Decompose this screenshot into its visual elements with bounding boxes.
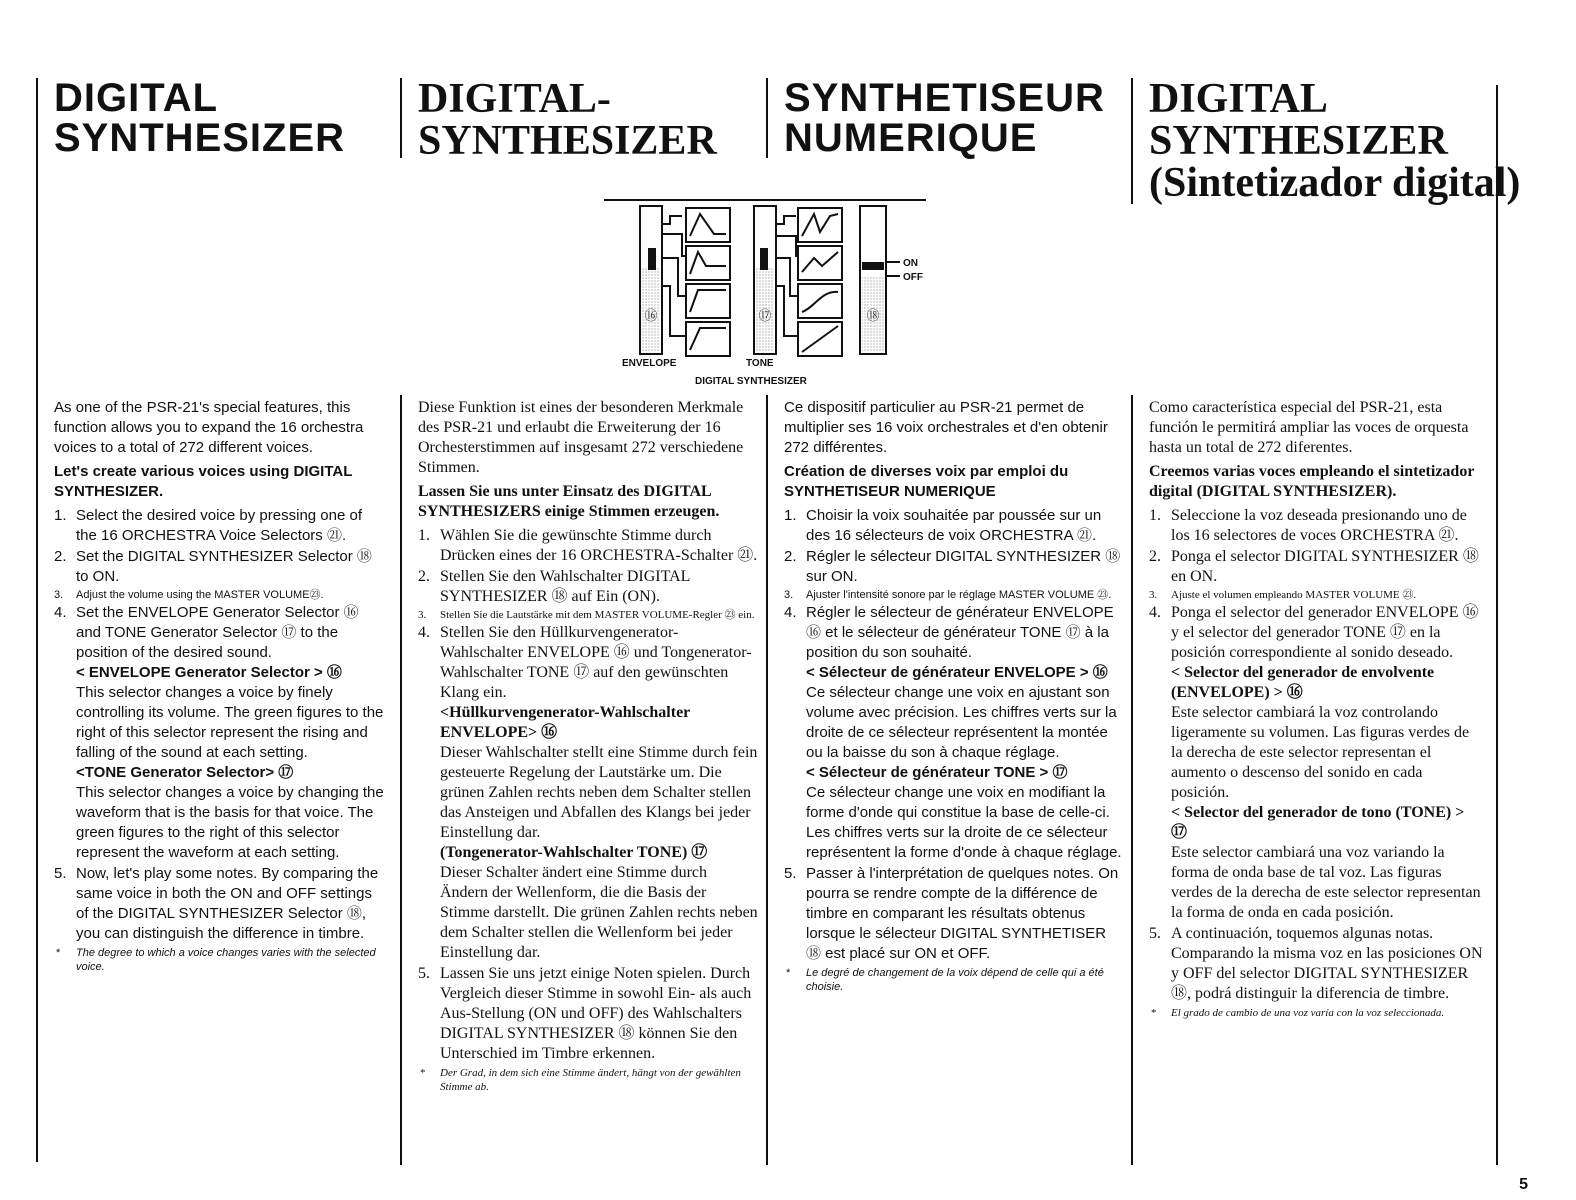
list-item: 2. Stellen Sie den Wahlschalter DIGITAL SYNTHESIZER ⑱ auf Ein (ON).	[418, 568, 690, 605]
footnote: * Der Grad, in dem sich eine Stimme ändert, hängt von der gewählten Stimme ab.	[420, 1067, 741, 1093]
column-divider	[1496, 85, 1498, 1165]
title-de: DIGITAL- SYNTHESIZER	[418, 76, 717, 164]
footnote: * Le degré de changement de la voix dépend de celle qui a été choisie.	[786, 967, 1104, 993]
subheading: < Selector del generador de envolvente (ENVELOPE) > ⑯	[1171, 664, 1435, 701]
column-de	[418, 398, 758, 1094]
step-list	[54, 506, 386, 944]
column-divider	[766, 395, 768, 1165]
on-label: ON	[903, 258, 918, 269]
list-item: 4. Ponga el selector del generador ENVELOPE ⑯ y el selector del generador TONE ⑰ en la posición correspondiente al sonido deseado. < Selector del generador de envolvente (ENVELOPE) > ⑯ Este selector cambiará la voz controlando ligeramente su volumen. Las figuras verdes de la derecha de este selector representan el aumento o descenso del sonido en cada posición. < Selector del generador de tono (TONE) > ⑰ Este selector cambiará una voz variando la forma de onda base de tal voz. Las figuras verdes de la derecha de este selector representan la forma de onda en cada posición.	[1149, 603, 1483, 923]
step-list	[418, 526, 758, 1064]
list-item: 1. Select the desired voice by pressing one of the 16 ORCHESTRA Voice Selectors ㉑.	[54, 507, 363, 544]
synthesizer-diagram	[600, 196, 940, 392]
step-list	[784, 506, 1122, 964]
section-heading: Lassen Sie uns unter Einsatz des DIGITAL SYNTHESIZERS einige Stimmen erzeugen.	[418, 483, 720, 520]
column-fr	[784, 398, 1122, 994]
diagram-caption: DIGITAL SYNTHESIZER	[695, 376, 807, 387]
page-number: 5	[1519, 1176, 1528, 1193]
subheading: < ENVELOPE Generator Selector > ⑯	[76, 664, 342, 681]
section-heading: Creemos varias voces empleando el sintetizador digital (DIGITAL SYNTHESIZER).	[1149, 463, 1475, 500]
title-fr: SYNTHETISEUR NUMERIQUE	[784, 76, 1105, 160]
subheading: (Tongenerator-Wahlschalter TONE) ⑰	[440, 844, 708, 861]
list-item: 1. Choisir la voix souhaitée par poussée sur un des 16 sélecteurs de voix ORCHESTRA ㉑.	[784, 507, 1102, 544]
footnote: * El grado de cambio de una voz varía con la voz seleccionada.	[1151, 1007, 1445, 1019]
list-item: 3. Stellen Sie die Lautstärke mit dem MASTER VOLUME-Regler ㉓ ein.	[418, 609, 755, 621]
intro-text: As one of the PSR-21's special features, this function allows you to expand the 16 orchestra voices to a total of 272 different voices.	[54, 399, 364, 456]
section-heading: Let's create various voices using DIGITAL SYNTHESIZER.	[54, 463, 353, 500]
intro-text: Ce dispositif particulier au PSR-21 permet de multiplier ses 16 voix orchestrales et d'en obtenir 272 différentes.	[784, 399, 1108, 456]
synthesizer-on-off-slider	[860, 206, 900, 354]
off-label: OFF	[903, 272, 923, 283]
tone-slider	[754, 206, 776, 354]
column-divider	[400, 395, 402, 1165]
step-list	[1149, 506, 1483, 1004]
list-item: 2. Set the DIGITAL SYNTHESIZER Selector ⑱ to ON.	[54, 548, 372, 585]
list-item: 4. Régler le sélecteur de générateur ENVELOPE ⑯ et le sélecteur de générateur TONE ⑰ à la position du son souhaité. < Sélecteur de générateur ENVELOPE > ⑯ Ce sélecteur change une voix en ajustant son volume avec précision. Les chiffres verts sur la droite de ce sélecteur représentent la montée ou la baisse du son à chaque réglage. < Sélecteur de générateur TONE > ⑰ Ce sélecteur change une voix en modifiant la forme d'onde qui constitue la base de celle-ci. Les chiffres verts sur la droite de ce sélecteur représentent la forme d'onde à chaque réglage.	[784, 604, 1122, 861]
list-item: 5. Lassen Sie uns jetzt einige Noten spielen. Durch Vergleich dieser Stimme in sowohl Ein- als auch Aus-Stellung (ON und OFF) des Wahlschalters DIGITAL SYNTHESIZER ⑱ können Sie den Unterschied im Timbre erkennen.	[418, 965, 752, 1062]
column-divider	[400, 78, 402, 158]
list-item: 1. Seleccione la voz deseada presionando uno de los 16 selectores de voces ORCHESTRA ㉑.	[1149, 507, 1467, 544]
list-item: 2. Ponga el selector DIGITAL SYNTHESIZER ⑱ en ON.	[1149, 548, 1479, 585]
subheading: < Sélecteur de générateur TONE > ⑰	[806, 764, 1068, 781]
subheading: <TONE Generator Selector> ⑰	[76, 764, 294, 781]
list-item: 3. Ajuster l'intensité sonore par le réglage MASTER VOLUME ㉓.	[784, 589, 1112, 601]
title-en: DIGITAL SYNTHESIZER	[54, 76, 346, 160]
subheading: <Hüllkurvengenerator-Wahlschalter ENVELOPE> ⑯	[440, 704, 690, 741]
list-item: 5. Passer à l'interprétation de quelques notes. On pourra se rendre compte de la différence de timbre en comparant les résultats obtenus lorsque le sélecteur DIGITAL SYNTHETISER ⑱ est placé sur ON et OFF.	[784, 865, 1119, 962]
list-item: 5. Now, let's play some notes. By comparing the same voice in both the ON and OFF settings of the DIGITAL SYNTHESIZER Selector ⑱, you can distinguish the difference in timbre.	[54, 865, 379, 942]
envelope-number: ⑯	[644, 309, 658, 324]
column-divider	[1131, 395, 1133, 1165]
footnote: * The degree to which a voice changes varies with the selected voice.	[56, 947, 376, 973]
intro-text: Como característica especial del PSR-21, esta función le permitirá ampliar las voces de orquesta hasta un total de 272 diferentes.	[1149, 399, 1469, 456]
column-en	[54, 398, 386, 974]
column-divider	[766, 78, 768, 158]
column-es	[1149, 398, 1483, 1020]
envelope-label: ENVELOPE	[622, 358, 677, 369]
list-item: 3. Adjust the volume using the MASTER VOLUME㉓.	[54, 589, 324, 601]
tone-waveform-boxes	[776, 208, 842, 356]
tone-label: TONE	[746, 358, 774, 369]
slider-number-badges	[644, 309, 879, 324]
tone-number: ⑰	[758, 309, 772, 324]
subheading: < Sélecteur de générateur ENVELOPE > ⑯	[806, 664, 1108, 681]
envelope-slider	[640, 206, 662, 354]
envelope-waveform-boxes	[662, 208, 730, 356]
list-item: 4. Stellen Sie den Hüllkurvengenerator-Wahlschalter ENVELOPE ⑯ und Tongenerator-Wahlschalter TONE ⑰ auf den gewünschten Klang ein. <Hüllkurvengenerator-Wahlschalter ENVELOPE> ⑯ Dieser Wahlschalter stellt eine Stimme durch fein gesteuerte Regelung der Lautstärke um. Die grünen Zahlen rechts neben dem Schalter stellen das Ansteigen und Abfallen des Klangs bei jeder Einstellung dar. (Tongenerator-Wahlschalter TONE) ⑰ Dieser Schalter ändert eine Stimme durch Ändern der Wellenform, die die Basis der Stimme darstellt. Die grünen Zahlen rechts neben dem Schalter stellen die Wellenform bei jeder Einstellung dar.	[418, 624, 758, 961]
column-divider	[1131, 78, 1133, 204]
synth-number: ⑱	[866, 309, 880, 324]
column-divider	[36, 78, 38, 1162]
subheading: < Selector del generador de tono (TONE) > ⑰	[1171, 804, 1465, 841]
list-item: 1. Wählen Sie die gewünschte Stimme durch Drücken eines der 16 ORCHESTRA-Schalter ㉑.	[418, 527, 758, 564]
section-heading: Création de diverses voix par emploi du SYNTHETISEUR NUMERIQUE	[784, 463, 1069, 500]
intro-text: Diese Funktion ist eines der besonderen Merkmale des PSR-21 und erlaubt die Erweiterung der 16 Orchesterstimmen auf insgesamt 272 verschiedene Stimmen.	[418, 399, 744, 476]
synthesizer-diagram-svg	[600, 196, 940, 392]
list-item: 4. Set the ENVELOPE Generator Selector ⑯ and TONE Generator Selector ⑰ to the position of the desired sound. < ENVELOPE Generator Selector > ⑯ This selector changes a voice by finely controlling its volume. The green figures to the right of this selector represent the rising and falling of the sound at each setting. <TONE Generator Selector> ⑰ This selector changes a voice by changing the waveform that is the basis for that voice. The green figures to the right of this selector represent the waveform at each setting.	[54, 603, 386, 863]
list-item: 5. A continuación, toquemos algunas notas. Comparando la misma voz en las posiciones ON y OFF del selector DIGITAL SYNTHESIZER ⑱, podrá distinguir la diferencia de timbre.	[1149, 925, 1483, 1002]
title-es: DIGITAL SYNTHESIZER (Sintetizador digital)	[1149, 76, 1521, 206]
list-item: 3. Ajuste el volumen empleando MASTER VOLUME ㉓.	[1149, 589, 1417, 601]
list-item: 2. Régler le sélecteur DIGITAL SYNTHESIZER ⑱ sur ON.	[784, 548, 1121, 585]
